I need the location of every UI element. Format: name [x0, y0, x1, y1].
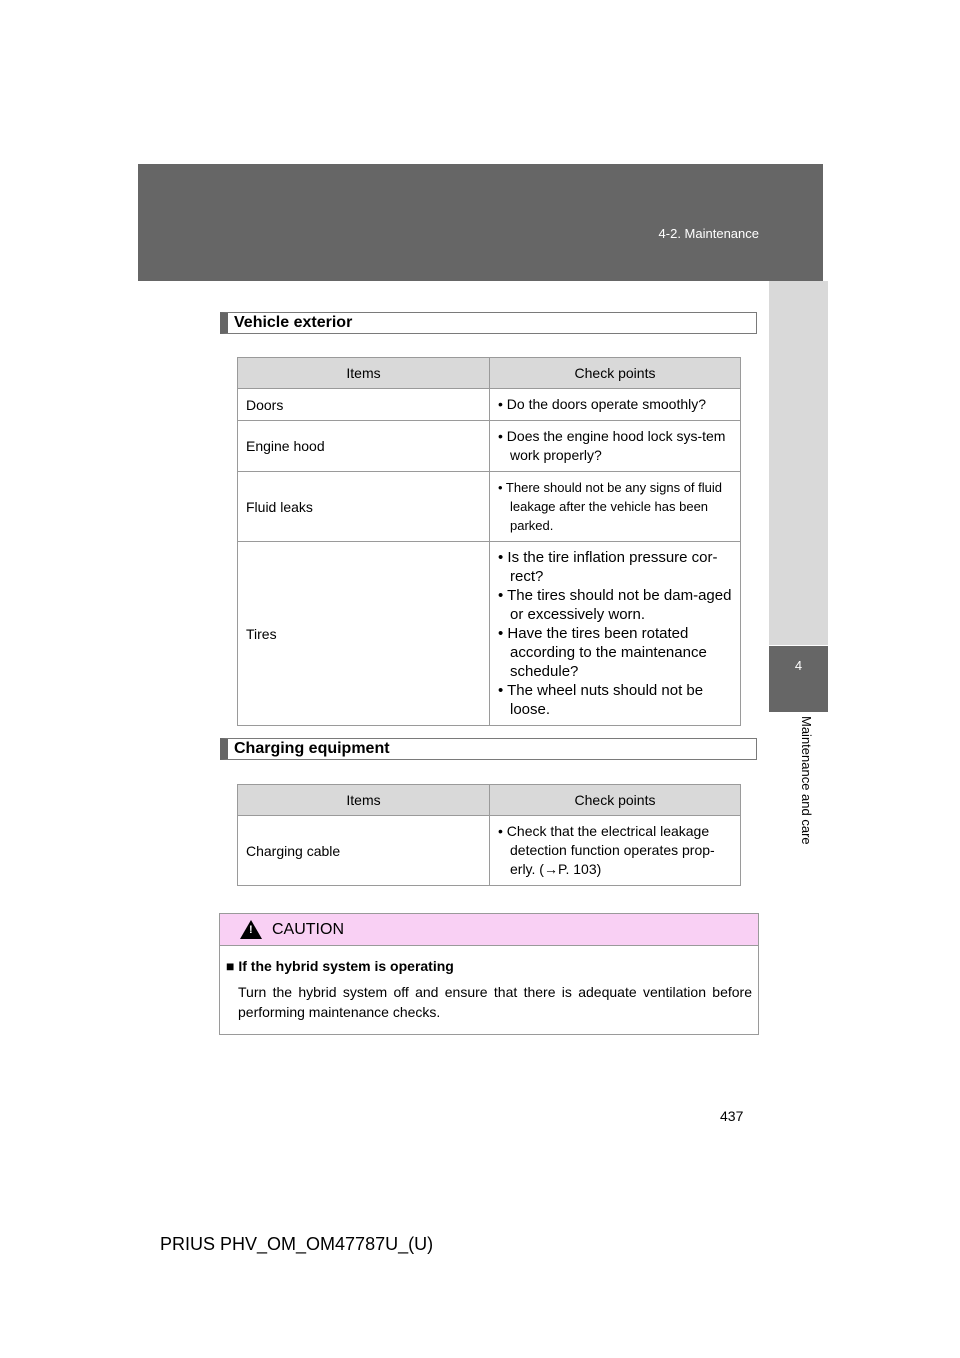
- vehicle-exterior-heading: Vehicle exterior: [220, 312, 757, 334]
- check-point: • Does the engine hood lock sys-tem work properly?: [498, 428, 726, 463]
- item-cell: Doors: [238, 389, 490, 421]
- item-cell: Charging cable: [238, 816, 490, 886]
- column-header: Items: [238, 785, 490, 816]
- check-points-cell: [490, 421, 741, 472]
- side-tab-background: [769, 281, 828, 645]
- check-point: • The wheel nuts should not be loose.: [498, 682, 704, 718]
- item-cell: Tires: [238, 542, 490, 726]
- check-points-cell: [490, 816, 741, 886]
- item-cell: Engine hood: [238, 421, 490, 472]
- check-points-cell: [490, 472, 741, 542]
- column-header: Check points: [490, 785, 741, 816]
- caution-text: Turn the hybrid system off and ensure that there is adequate ventilation before performing maintenance checks.: [238, 984, 752, 1020]
- check-point: • Is the tire inflation pressure cor-rect?: [498, 549, 718, 585]
- check-point: • Do the doors operate smoothly?: [498, 396, 707, 412]
- charging-equipment-heading: Charging equipment: [220, 738, 757, 760]
- check-point: • The tires should not be dam-aged or excessively worn.: [498, 587, 732, 623]
- check-point: • There should not be any signs of fluid leakage after the vehicle has been parked.: [498, 480, 723, 533]
- warning-icon: !: [240, 920, 262, 939]
- caution-label: CAUTION: [272, 920, 344, 938]
- table-header-row: [238, 785, 741, 816]
- charging-equipment-table: [237, 784, 741, 886]
- caution-header: [220, 914, 758, 946]
- table-row: [238, 816, 741, 886]
- table-row: [238, 472, 741, 542]
- caution-item-title: ■ If the hybrid system is operating: [226, 958, 454, 974]
- footer-doc-id: PRIUS PHV_OM_OM47787U_(U): [160, 1234, 434, 1254]
- table-row: [238, 542, 741, 726]
- header-band: [138, 164, 823, 281]
- table-row: [238, 421, 741, 472]
- check-points-cell: [490, 389, 741, 421]
- item-cell: Fluid leaks: [238, 472, 490, 542]
- vehicle-exterior-table: [237, 357, 741, 726]
- section-title: 4-2. Maintenance: [658, 226, 759, 241]
- chapter-label: Maintenance and care: [799, 716, 814, 845]
- check-point: • Check that the electrical leakage detection function operates prop-erly. (→P. 103): [498, 823, 715, 877]
- column-header: Check points: [490, 358, 741, 389]
- check-points-cell: [490, 542, 741, 726]
- chapter-tab: [769, 646, 828, 712]
- chapter-number: 4: [794, 658, 803, 673]
- caution-box: [219, 913, 759, 1035]
- check-point: • Have the tires been rotated according to the maintenance schedule?: [498, 625, 707, 680]
- column-header: Items: [238, 358, 490, 389]
- table-row: [238, 389, 741, 421]
- page-number: 437: [720, 1108, 744, 1124]
- table-header-row: [238, 358, 741, 389]
